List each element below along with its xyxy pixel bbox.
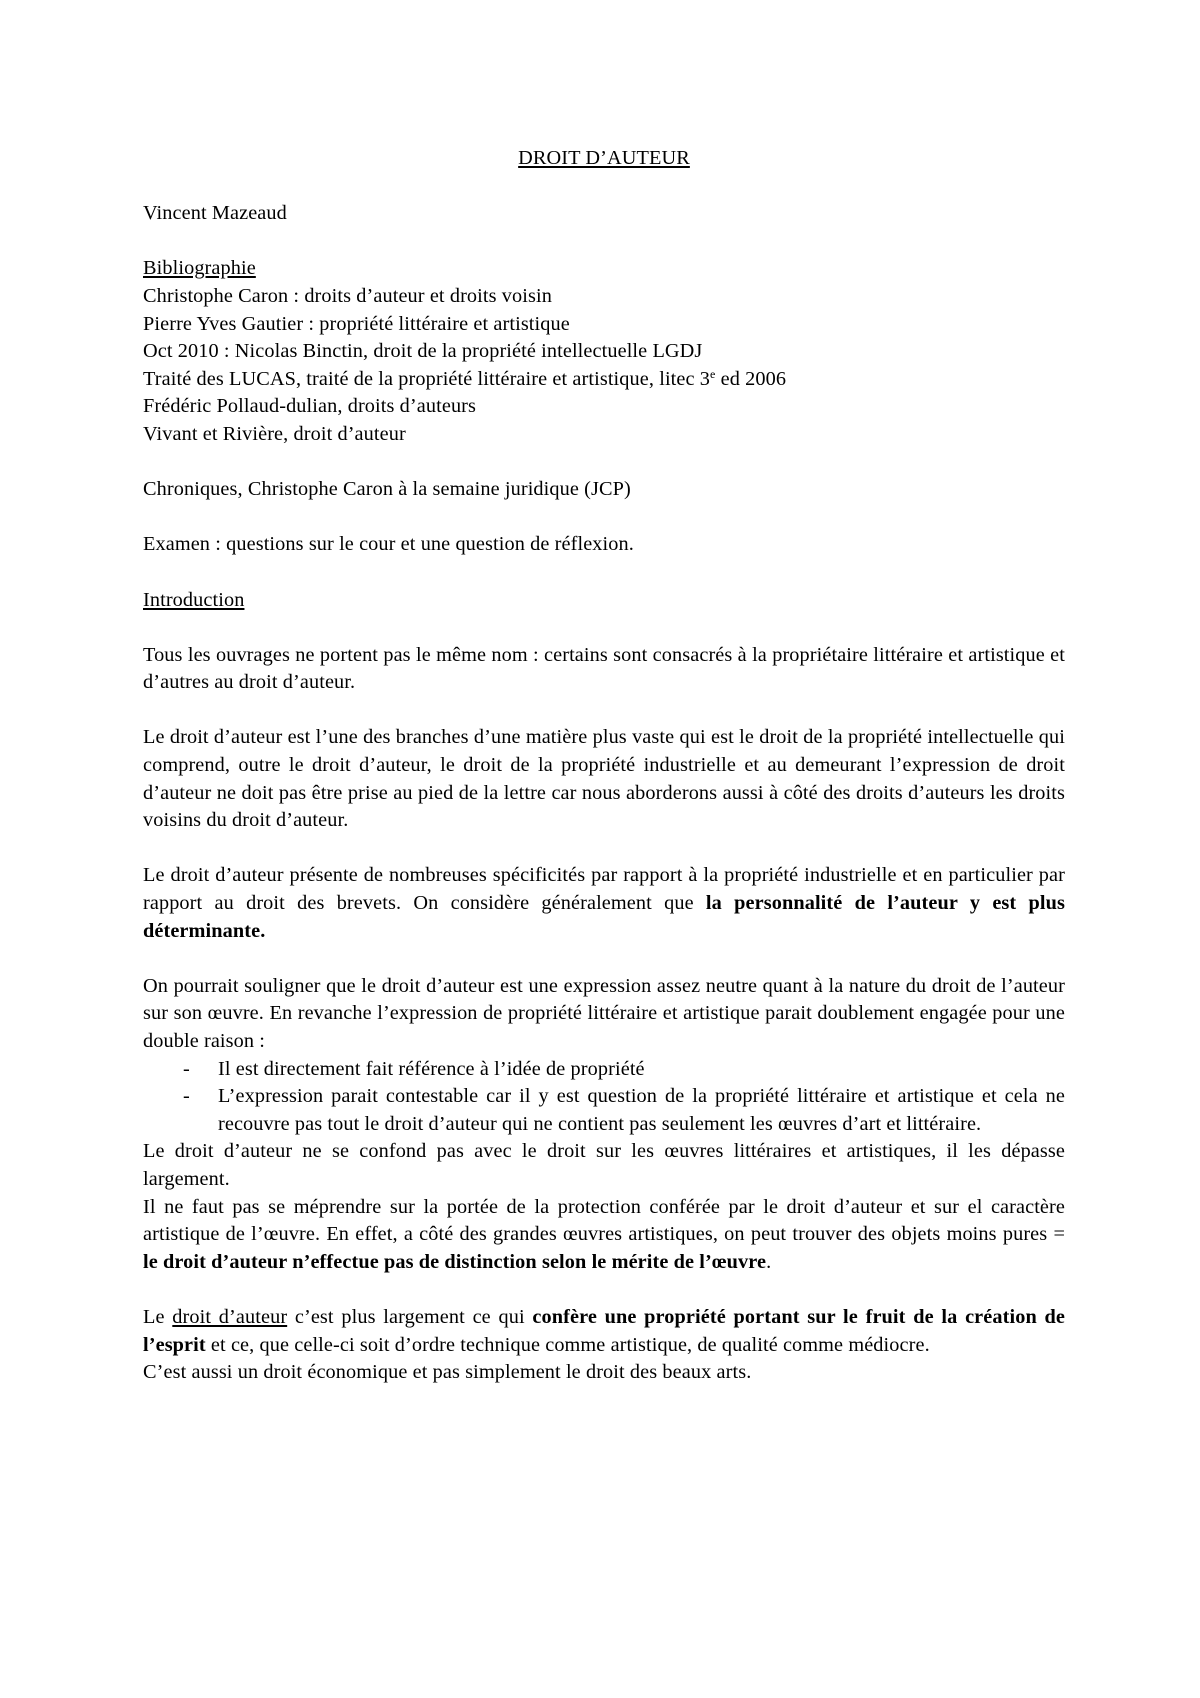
bibliography-entry: Frédéric Pollaud-dulian, droits d’auteurs xyxy=(143,395,477,418)
paragraph-2: Le droit d’auteur est l’une des branches d’une matière plus vaste qui est le droit de la propriété intellectuelle qui comprend, outre le droit d’auteur, le droit de la propriété industrielle et au demeurant l’expression de droit d’auteur ne doit pas être prise au pied de la lettre car nous aborderons aussi à côté des droits d’auteurs les droits voisins du droit d’auteur. xyxy=(143,726,1065,832)
paragraph-3 xyxy=(143,862,1065,945)
bibliography-entry-tail: ed 2006 xyxy=(715,367,787,390)
chroniques-line: Chroniques, Christophe Caron à la semaine juridique (JCP) xyxy=(143,478,631,501)
paragraph-7-bold: confère une propriété portant sur le fruit de la création de l’esprit xyxy=(143,1305,1066,1356)
list-item-text: L’expression parait contestable car il y est question de la propriété littéraire et artistique et cela ne recouvre pas tout le droit d’auteur qui ne contient pas seulement les œuvres d’art et littéraire. xyxy=(218,1085,1065,1135)
document-title: DROIT D’AUTEUR xyxy=(518,147,690,169)
bibliography-entry: Vivant et Rivière, droit d’auteur xyxy=(143,422,406,445)
paragraph-6 xyxy=(143,1194,1065,1277)
paragraph-1: Tous les ouvrages ne portent pas le même nom : certains sont consacrés à la propriétaire littéraire et artistique et d’autres au droit d’auteur. xyxy=(143,643,1065,694)
examen-line: Examen : questions sur le cour et une question de réflexion. xyxy=(143,533,634,556)
bibliography-entry xyxy=(143,366,1065,394)
dash-list xyxy=(143,1056,1065,1139)
bibliography-entry: Oct 2010 : Nicolas Binctin, droit de la propriété intellectuelle LGDJ xyxy=(143,340,703,363)
document-body xyxy=(143,145,1065,1387)
paragraph-8: C’est aussi un droit économique et pas simplement le droit des beaux arts. xyxy=(143,1361,752,1384)
list-item xyxy=(143,1083,1065,1138)
introduction-heading: Introduction xyxy=(143,588,245,611)
paragraph-7-underline: droit d’auteur xyxy=(172,1305,288,1328)
paragraph-4: On pourrait souligner que le droit d’auteur est une expression assez neutre quant à la nature du droit de l’auteur sur son œuvre. En revanche l’expression de propriété littéraire et artistique parait doublement engagée pour une double raison : xyxy=(143,974,1065,1052)
dash-marker: - xyxy=(183,1085,190,1108)
list-item xyxy=(143,1056,1065,1084)
paragraph-6-text: Il ne faut pas se méprendre sur la portée de la protection conférée par le droit d’auteur et sur el caractère artistique de l’œuvre. En effet, a côté des grandes œuvres artistiques, on peut trouver des objets moins pures = xyxy=(143,1195,1065,1246)
bibliography-entry-text: Traité des LUCAS, traité de la propriété littéraire et artistique, litec 3 xyxy=(143,367,711,390)
paragraph-6-bold: le droit d’auteur n’effectue pas de distinction selon le mérite de l’œuvre xyxy=(143,1250,767,1273)
dash-marker: - xyxy=(183,1057,190,1080)
superscript-e: e xyxy=(710,366,716,381)
bibliography-entry: Pierre Yves Gautier : propriété littéraire et artistique xyxy=(143,312,570,335)
paragraph-6-end: . xyxy=(766,1250,772,1273)
paragraph-7-a: Le xyxy=(143,1305,173,1328)
paragraph-3-bold: la personnalité de l’auteur y est plus déterminante. xyxy=(143,892,1065,942)
paragraph-7 xyxy=(143,1304,1065,1359)
bibliography-entry: Christophe Caron : droits d’auteur et droits voisin xyxy=(143,284,552,307)
author-name: Vincent Mazeaud xyxy=(143,202,287,225)
bibliography-heading: Bibliographie xyxy=(143,257,256,280)
paragraph-5: Le droit d’auteur ne se confond pas avec le droit sur les œuvres littéraires et artistiques, il les dépasse largement. xyxy=(143,1140,1065,1190)
paragraph-7-b: c’est plus largement ce qui xyxy=(287,1305,533,1328)
paragraph-3-text: Le droit d’auteur présente de nombreuses spécificités par rapport à la propriété industrielle et en particulier par rapport au droit des brevets. On considère généralement que xyxy=(143,864,1065,915)
paragraph-7-c: et ce, que celle-ci soit d’ordre technique comme artistique, de qualité comme médiocre. xyxy=(205,1333,930,1356)
list-item-text: Il est directement fait référence à l’idée de propriété xyxy=(218,1057,645,1080)
